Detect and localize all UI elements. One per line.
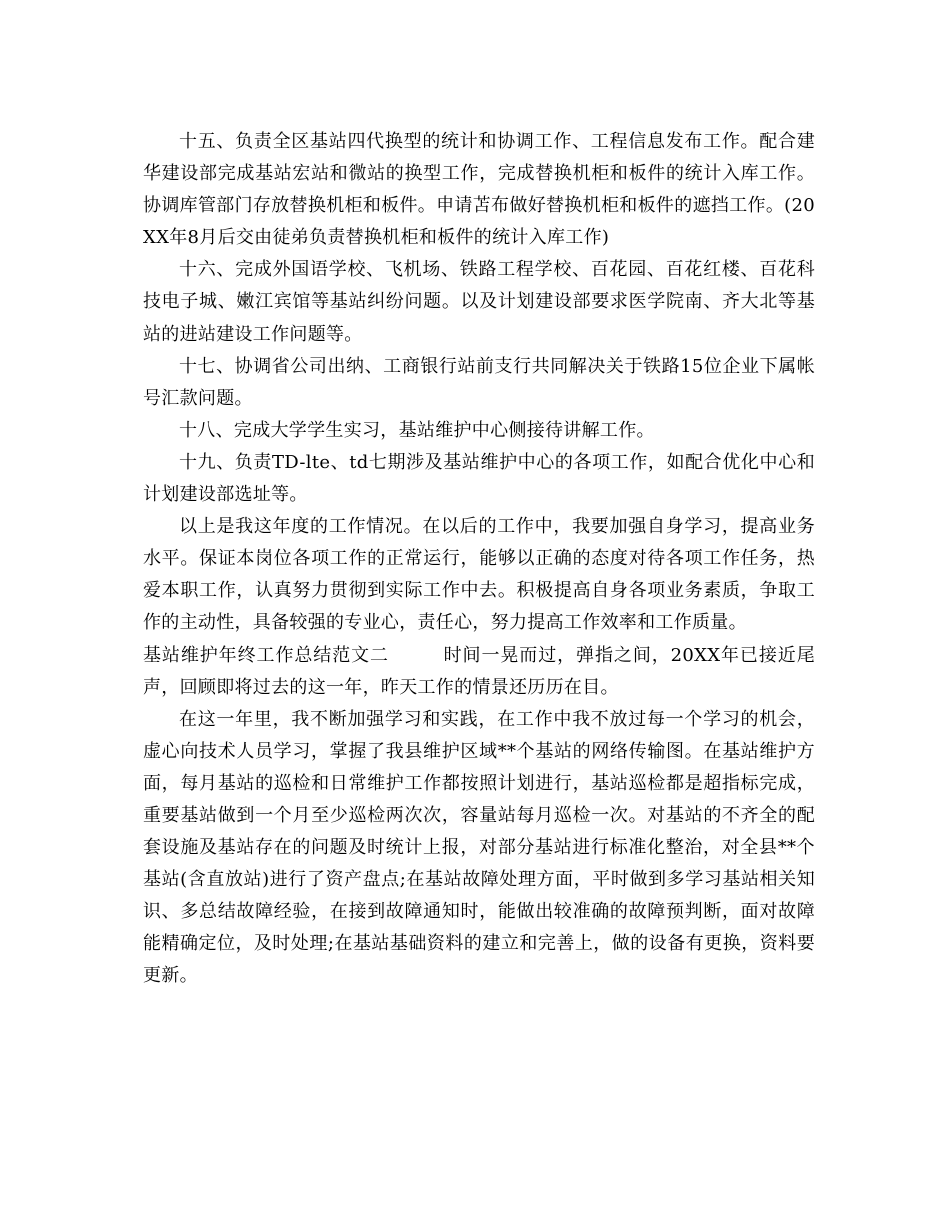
paragraph-15: 十五、负责全区基站四代换型的统计和协调工作、工程信息发布工作。配合建华建设部完成基站宏站和微站的换型工作，完成替换机柜和板件的统计入库工作。协调库管部门存放替换机柜和板件。申请苫布做好替换机柜和板件的遮挡工作。(20XX年8月后交由徒弟负责替换机柜和板件的统计入库工作) (143, 131, 815, 249)
section-heading: 基站维护年终工作总结范文二 (143, 644, 389, 666)
section-two-intro (143, 640, 815, 704)
paragraph-summary: 以上是我这年度的工作情况。在以后的工作中，我要加强自身学习，提高业务水平。保证本岗位各项工作的正常运行，能够以正确的态度对待各项工作任务，热爱本职工作，认真努力贯彻到实际工作中去。积极提高自身各项业务素质，争取工作的主动性，具备较强的专业心，责任心，努力提高工作效率和工作质量。 (143, 516, 815, 634)
paragraph-17: 十七、协调省公司出纳、工商银行站前支行共同解决关于铁路15位企业下属帐号汇款问题。 (143, 355, 815, 409)
document-page (143, 126, 815, 993)
paragraph-19: 十九、负责TD-lte、td七期涉及基站维护中心的各项工作，如配合优化中心和计划建设部选址等。 (143, 451, 815, 506)
paragraph-closing: 在这一年里，我不断加强学习和实践，在工作中我不放过每一个学习的机会，虚心向技术人员学习，掌握了我县维护区域**个基站的网络传输图。在基站维护方面，每月基站的巡检和日常维护工作都按照计划进行，基站巡检都是超指标完成，重要基站做到一个月至少巡检两次次，容量站每月巡检一次。对基站的不齐全的配套设施及基站存在的问题及时统计上报，对部分基站进行标准化整治，对全县**个基站(含直放站)进行了资产盘点;在基站故障处理方面，平时做到多学习基站相关知识、多总结故障经验，在接到故障通知时，能做出较准确的故障预判断，面对故障能精确定位，及时处理;在基站基础资料的建立和完善上，做的设备有更换，资料要更新。 (143, 708, 815, 987)
paragraph-16: 十六、完成外国语学校、飞机场、铁路工程学校、百花园、百花红楼、百花科技电子城、嫩江宾馆等基站纠纷问题。以及计划建设部要求医学院南、齐大北等基站的进站建设工作问题等。 (143, 259, 815, 345)
section-intro-text: 时间一晃而过，弹指之间，20XX年已接近尾声，回顾即将过去的这一年，昨天工作的情景还历历在目。 (143, 644, 815, 698)
paragraph-18: 十八、完成大学学生实习，基站维护中心侧接待讲解工作。 (179, 419, 655, 441)
